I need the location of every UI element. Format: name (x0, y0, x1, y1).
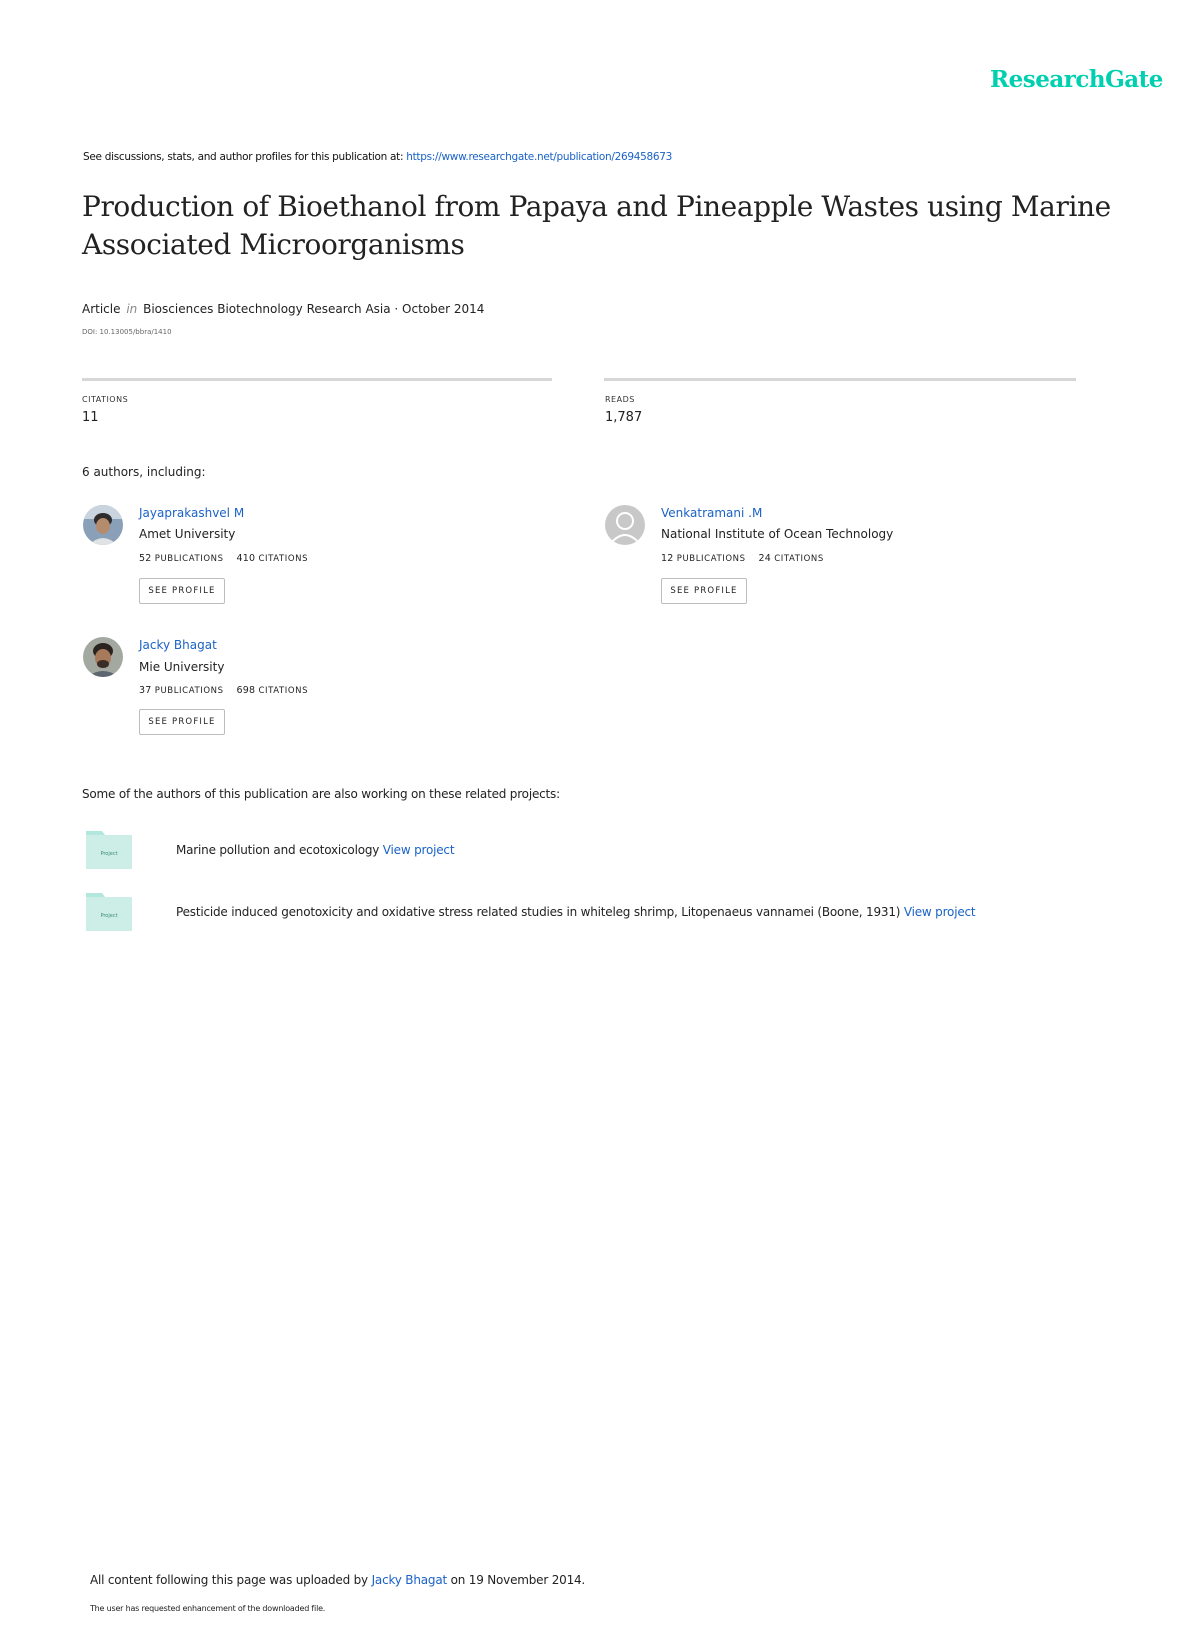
see-discussions-text: See discussions, stats, and author profiles for this publication at: (83, 151, 404, 163)
author-stats (661, 553, 824, 564)
citations-label: CITATIONS (258, 554, 309, 564)
author-institution: National Institute of Ocean Technology (661, 527, 894, 541)
citations-divider (82, 378, 552, 381)
publications-count: 37 (139, 685, 152, 696)
citations-count: 410 (236, 553, 256, 564)
publications-label: PUBLICATIONS (154, 686, 224, 696)
publication-url-link[interactable]: https://www.researchgate.net/publication/269458673 (406, 151, 673, 163)
publication-meta (82, 302, 484, 316)
photo-avatar-icon (83, 505, 123, 545)
author-avatar[interactable] (83, 505, 123, 545)
author-name-link[interactable]: Jayaprakashvel M (139, 506, 245, 520)
author-name-link[interactable]: Jacky Bhagat (139, 638, 217, 652)
author-avatar[interactable] (83, 637, 123, 677)
project-title: Pesticide induced genotoxicity and oxidative stress related studies in whiteleg shrimp, Litopenaeus vannamei (Boone, 1931) (176, 905, 901, 919)
project-icon-label: Project (100, 913, 118, 919)
see-discussions-line (83, 151, 672, 163)
see-profile-button[interactable]: SEE PROFILE (661, 578, 747, 604)
project-row (176, 905, 975, 919)
publications-count: 12 (661, 553, 674, 564)
researchgate-logo[interactable]: ResearchGate (990, 66, 1163, 93)
citations-count: 698 (236, 685, 256, 696)
author-institution: Mie University (139, 660, 225, 674)
doi: DOI: 10.13005/bbra/1410 (82, 328, 172, 336)
reads-value: 1,787 (605, 410, 643, 425)
uploaded-prefix: All content following this page was uploaded by (90, 1573, 368, 1587)
uploaded-suffix: on 19 November 2014. (450, 1573, 586, 1587)
projects-heading: Some of the authors of this publication are also working on these related projects: (82, 787, 560, 801)
in-label: in (126, 302, 138, 316)
folder-icon (86, 831, 132, 869)
see-profile-button[interactable]: SEE PROFILE (139, 578, 225, 604)
author-stats (139, 685, 308, 696)
view-project-link[interactable]: View project (903, 905, 976, 919)
publications-label: PUBLICATIONS (154, 554, 224, 564)
reads-label: READS (605, 395, 635, 404)
citations-label: CITATIONS (82, 395, 129, 404)
publication-title: Production of Bioethanol from Papaya and Pineapple Wastes using Marine Associated Microorganisms (82, 190, 1111, 261)
project-icon-label: Project (100, 851, 118, 857)
project-folder-icon (86, 831, 132, 869)
citations-label: CITATIONS (258, 686, 309, 696)
authors-heading: 6 authors, including: (82, 465, 206, 479)
folder-icon (86, 893, 132, 931)
see-profile-button[interactable]: SEE PROFILE (139, 709, 225, 735)
citations-value: 11 (82, 410, 99, 425)
article-type: Article (82, 302, 121, 316)
project-title: Marine pollution and ecotoxicology (176, 843, 380, 857)
default-avatar-icon (605, 505, 645, 545)
citations-count: 24 (758, 553, 771, 564)
view-project-link[interactable]: View project (382, 843, 455, 857)
reads-divider (604, 378, 1076, 381)
enhancement-note: The user has requested enhancement of the downloaded file. (90, 1604, 326, 1613)
publications-label: PUBLICATIONS (676, 554, 746, 564)
journal-date: Biosciences Biotechnology Research Asia · October 2014 (143, 302, 485, 316)
author-stats (139, 553, 308, 564)
author-name-link[interactable]: Venkatramani .M (661, 506, 763, 520)
uploader-link[interactable]: Jacky Bhagat (371, 1573, 447, 1587)
citations-label: CITATIONS (774, 554, 824, 564)
author-avatar[interactable] (605, 505, 645, 545)
project-row (176, 843, 454, 857)
project-folder-icon (86, 893, 132, 931)
author-institution: Amet University (139, 527, 236, 541)
publications-count: 52 (139, 553, 152, 564)
photo-avatar-icon (83, 637, 123, 677)
uploaded-by-line (90, 1573, 585, 1587)
